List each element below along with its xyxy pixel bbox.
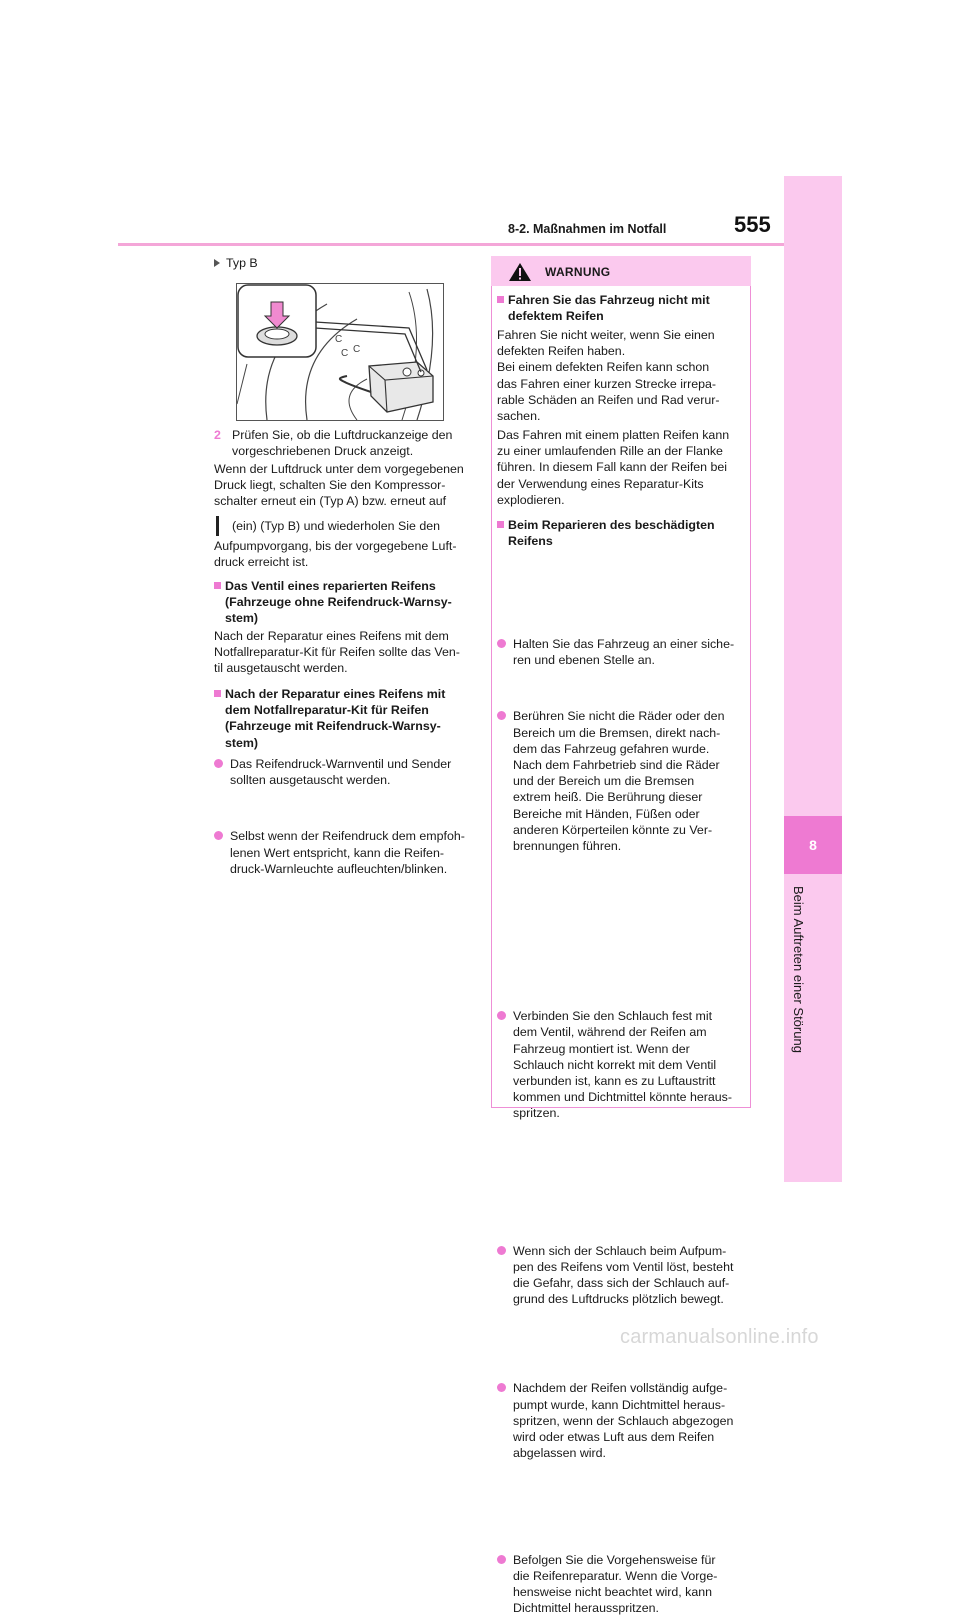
type-b-text: Typ B	[226, 256, 258, 270]
switch-line	[214, 518, 476, 534]
bullet-sender: Das Reifendruck-Warnventil und Sender sollten ausgetauscht werden.	[214, 756, 488, 788]
round-bullet-icon	[497, 711, 506, 720]
step-2	[214, 427, 472, 459]
square-bullet-icon	[214, 582, 221, 589]
warning-bullet-6: Befolgen Sie die Vorgehensweise für die Reifenreparatur. Wenn die Vorge- hensweise nicht beachtet wird, kann Dichtmittel herausspritzen.	[497, 1552, 753, 1616]
round-bullet-icon	[497, 1246, 506, 1255]
side-tab-top	[784, 176, 842, 816]
text-line: schalter erneut ein (Typ A) bzw. erneut auf	[214, 493, 476, 509]
round-bullet-icon	[497, 639, 506, 648]
svg-text:C: C	[335, 334, 342, 345]
step-2-line: Prüfen Sie, ob die Luftdruckanzeige den	[232, 427, 472, 443]
power-switch-icon	[216, 516, 219, 536]
text-line: (ein) (Typ B) und wiederholen Sie den	[232, 519, 440, 533]
round-bullet-icon	[497, 1011, 506, 1020]
chapter-number-tab: 8	[784, 816, 842, 874]
text-line: Aufpumpvorgang, bis der vorgegebene Luft-	[214, 538, 476, 554]
svg-text:C: C	[353, 344, 360, 355]
compressor-illustration	[236, 283, 444, 421]
step-2-line: vorgeschriebenen Druck anzeigt.	[232, 443, 472, 459]
svg-text:C: C	[341, 348, 348, 359]
round-bullet-icon	[214, 759, 223, 768]
warning-bullet-2: Berühren Sie nicht die Räder oder den Bereich um die Bremsen, direkt nach- dem das Fahrzeug gefahren wurde. Nach dem Fahrbetrieb sind die Räder und der Bereich um die Bremsen extrem heiß. Die Berührung dieser Bereiche mit Händen, Füßen oder anderen Körperteilen könnte zu Ver- brennungen führen.	[497, 708, 753, 854]
round-bullet-icon	[214, 831, 223, 840]
paragraph-valve: Nach der Reparatur eines Reifens mit dem Notfallreparatur-Kit für Reifen sollte das Ven- til ausgetauscht werden.	[214, 628, 472, 677]
heading-valve: Das Ventil eines reparierten Reifens (Fahrzeuge ohne Reifendruck-Warnsy- stem)	[214, 578, 472, 627]
header-rule	[118, 243, 784, 246]
warning-bullet-3: Verbinden Sie den Schlauch fest mit dem Ventil, während der Reifen am Fahrzeug montiert ist. Wenn der Schlauch nicht korrekt mit dem Ventil verbunden ist, kann es zu Luftaustritt kommen und Dichtmittel könnte heraus- spritzen.	[497, 1008, 753, 1121]
heading-after-repair: Nach der Reparatur eines Reifens mit dem Notfallreparatur-Kit für Reifen (Fahrzeuge mit Reifendruck-Warnsy- stem)	[214, 686, 472, 751]
round-bullet-icon	[497, 1555, 506, 1564]
warning-bullet-4: Wenn sich der Schlauch beim Aufpum- pen des Reifens vom Ventil löst, besteht die Gefahr, dass sich der Schlauch auf- grund des Luftdrucks plötzlich bewegt.	[497, 1243, 753, 1308]
warning-heading-1: Fahren Sie das Fahrzeug nicht mit defektem Reifen	[497, 292, 737, 324]
text-line: Wenn der Luftdruck unter dem vorgegebenen	[214, 461, 476, 477]
text-line: druck erreicht ist.	[214, 554, 476, 570]
bullet-warning-light: Selbst wenn der Reifendruck dem empfoh- lenen Wert entspricht, kann die Reifen- druck-Warnleuchte aufleuchten/blinken.	[214, 828, 488, 877]
paragraph-pressure	[214, 461, 476, 570]
section-title: 8-2. Maßnahmen im Notfall	[508, 222, 666, 236]
square-bullet-icon	[497, 521, 504, 528]
warning-triangle-icon	[508, 262, 532, 287]
warning-bullet-1: Halten Sie das Fahrzeug an einer siche- ren und ebenen Stelle an.	[497, 636, 753, 668]
warning-title: WARNUNG	[545, 265, 610, 279]
chapter-label: Beim Auftreten einer Störung	[791, 886, 806, 1066]
watermark: carmanualsonline.info	[620, 1326, 819, 1349]
warning-paragraph-2: Das Fahren mit einem platten Reifen kann zu einer umlaufenden Rille an der Flanke führen. In diesem Fall kann der Reifen bei der Verwendung eines Reparatur-Kits explodieren.	[497, 427, 737, 508]
warning-heading-2: Beim Reparieren des beschädigten Reifens	[497, 517, 737, 549]
tire-compressor-drawing	[237, 284, 443, 420]
square-bullet-icon	[214, 690, 221, 697]
round-bullet-icon	[497, 1383, 506, 1392]
triangle-bullet-icon	[214, 259, 220, 267]
warning-paragraph-1: Fahren Sie nicht weiter, wenn Sie einen defekten Reifen haben. Bei einem defekten Reifen kann schon das Fahren einer kurzen Strecke irrepa- rable Schäden an Reifen und Rad verur- sachen.	[497, 327, 737, 424]
text-line: Druck liegt, schalten Sie den Kompressor-	[214, 477, 476, 493]
warning-bullet-5: Nachdem der Reifen vollständig aufge- pumpt wurde, kann Dichtmittel heraus- spritzen, wenn der Schlauch abgezogen wird oder etwas Luft aus dem Reifen abgelassen wird.	[497, 1380, 753, 1461]
step-number: 2	[214, 427, 221, 443]
page-number: 555	[734, 212, 771, 238]
type-b-label	[214, 255, 472, 271]
square-bullet-icon	[497, 296, 504, 303]
